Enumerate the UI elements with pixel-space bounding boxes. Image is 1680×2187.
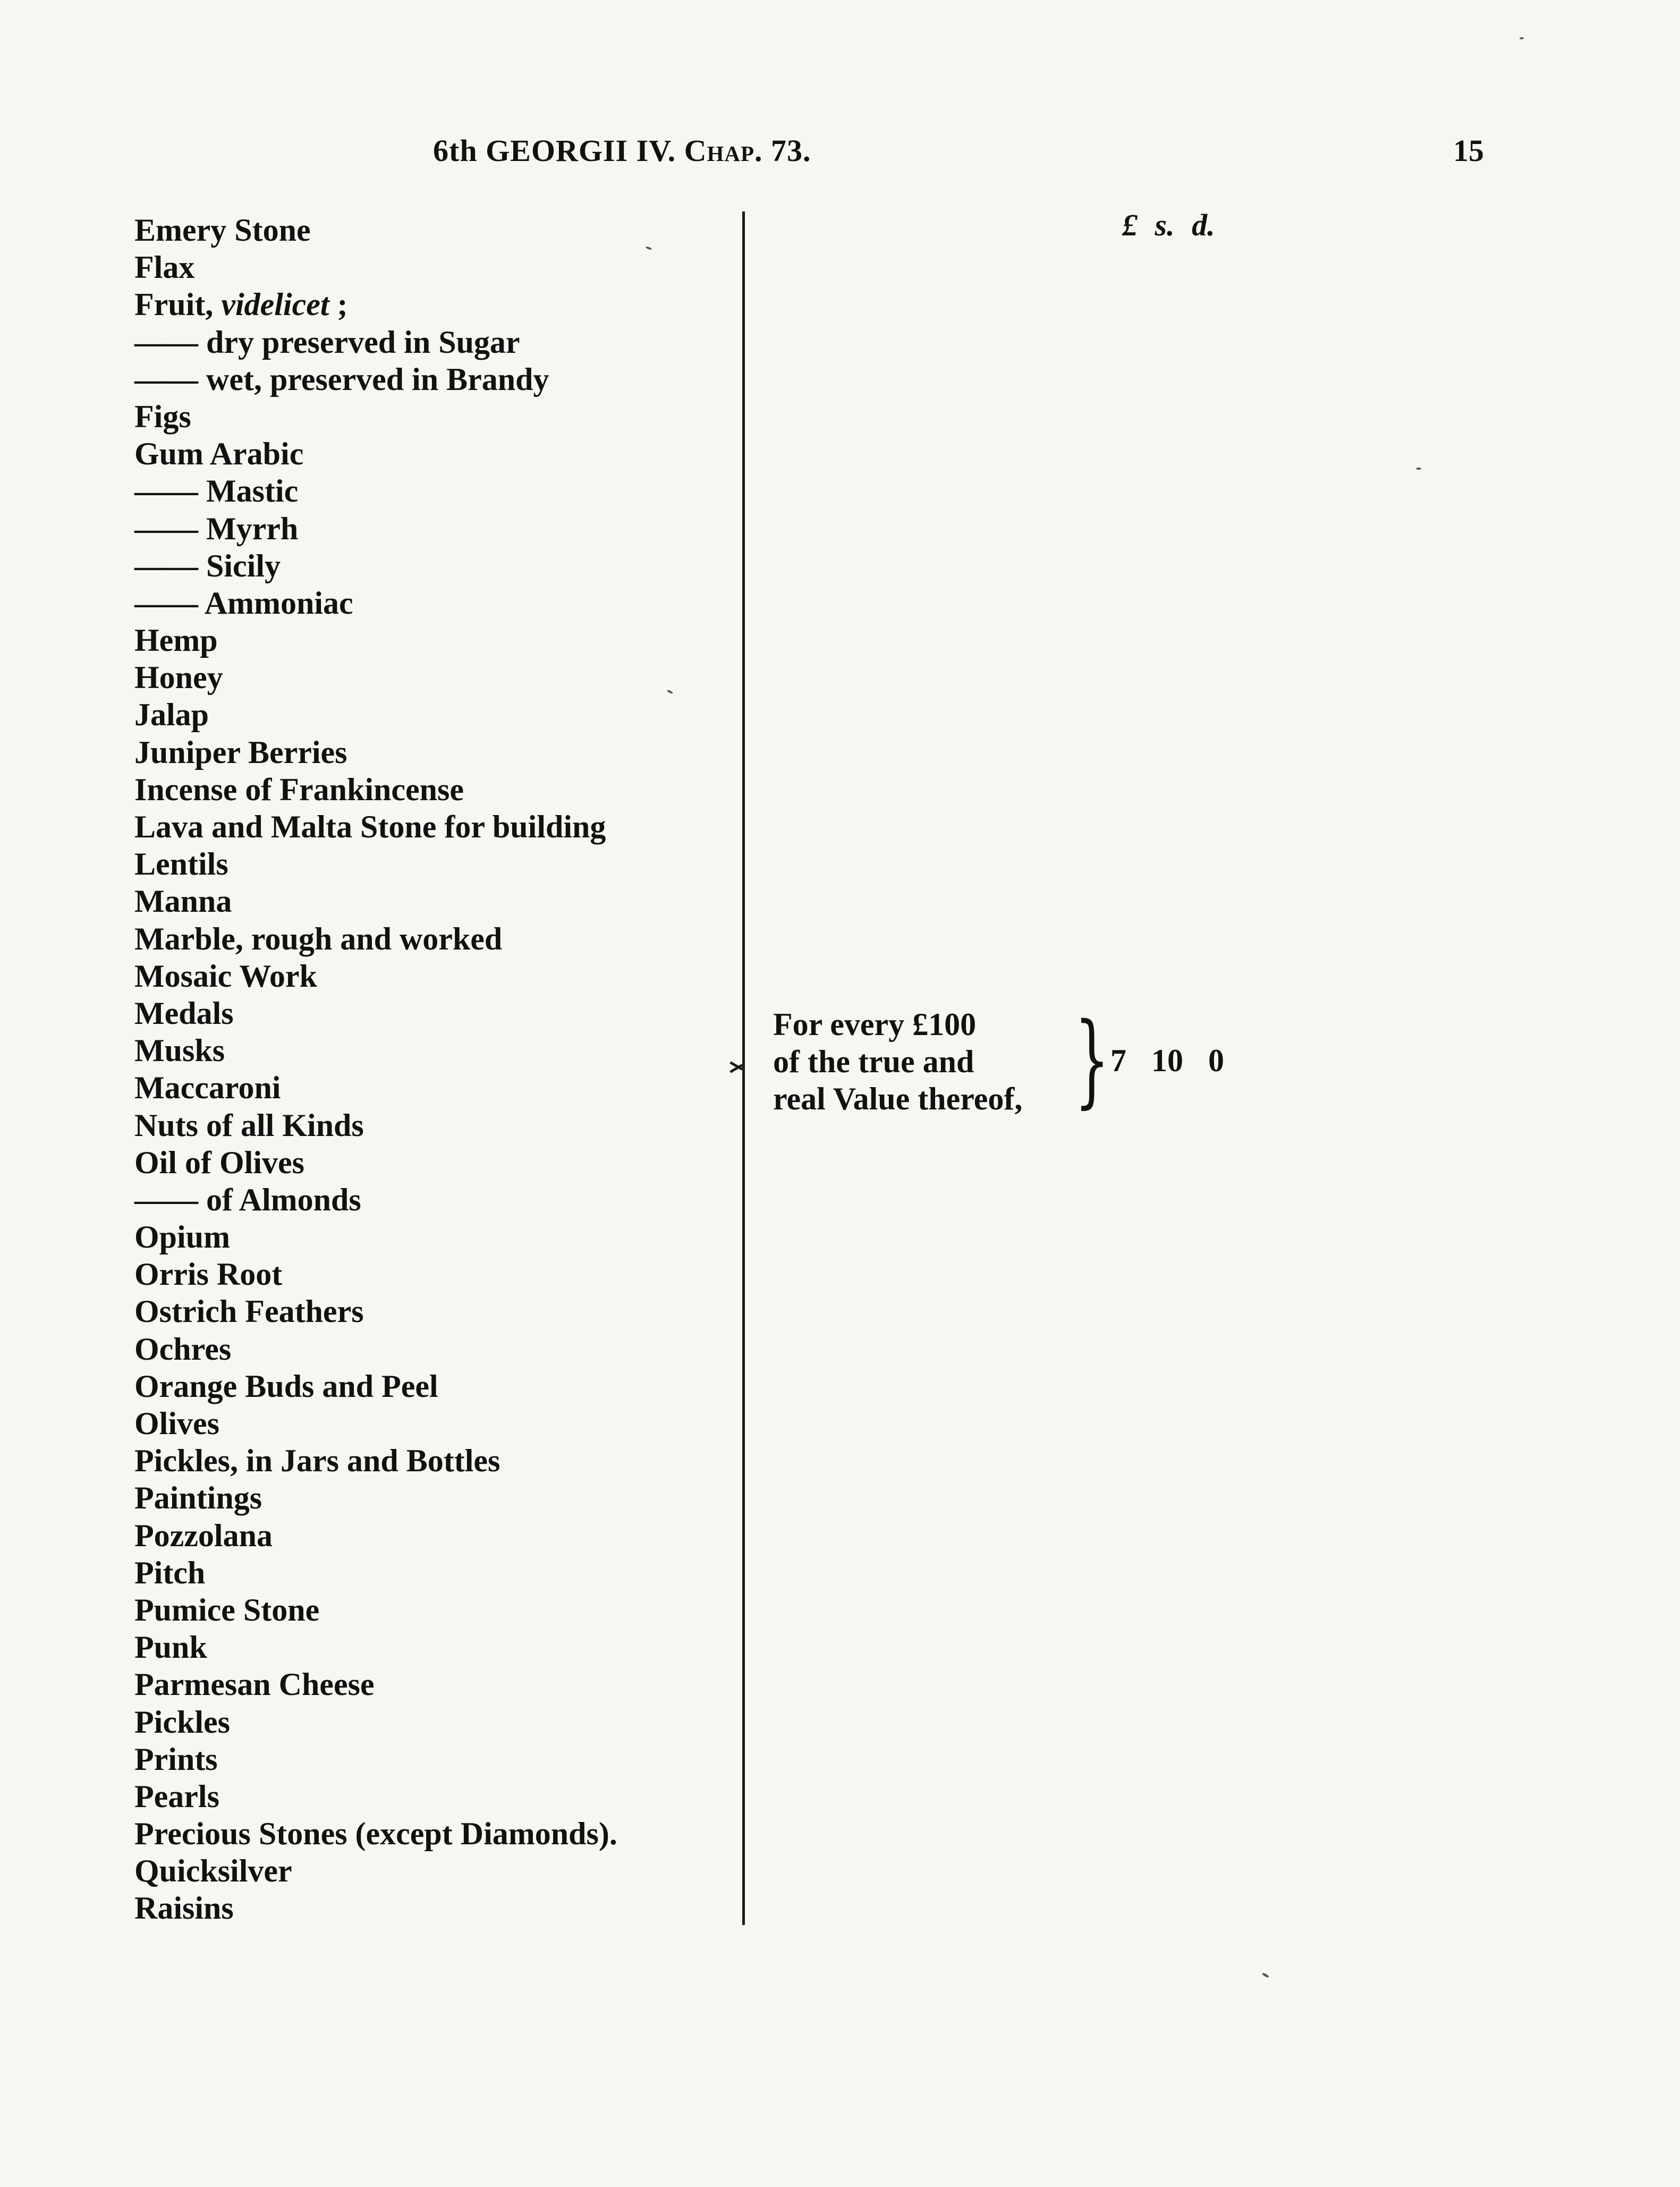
- currency-column-header: £ s. d.: [1122, 208, 1215, 242]
- print-speck: [1416, 468, 1421, 470]
- duty-brace: }: [1074, 1001, 1110, 1118]
- tariff-item: Pitch: [134, 1555, 206, 1590]
- tariff-item: Quicksilver: [134, 1853, 292, 1889]
- running-title-prefix: 6th GEORGII IV.: [433, 133, 676, 168]
- print-speck: [1520, 37, 1524, 39]
- tariff-item: Incense of Frankincense: [134, 772, 464, 807]
- tariff-item: Pumice Stone: [134, 1592, 320, 1627]
- tariff-item: Honey: [134, 660, 223, 696]
- duty-amount: 7 10 0: [1110, 1043, 1224, 1078]
- print-speck: [1262, 1972, 1270, 1978]
- tariff-items-list: [134, 211, 719, 1927]
- tariff-item: Medals: [134, 995, 234, 1031]
- tariff-item: —— Mastic: [134, 473, 299, 509]
- tariff-item: Ochres: [134, 1331, 232, 1367]
- tariff-item: Pearls: [134, 1778, 219, 1814]
- page-header: [0, 133, 1680, 181]
- tariff-item: Prints: [134, 1741, 218, 1777]
- tariff-item: Manna: [134, 884, 232, 919]
- tariff-item: Opium: [134, 1219, 231, 1255]
- tariff-item: Olives: [134, 1406, 219, 1441]
- tariff-item: Emery Stone: [134, 213, 311, 248]
- tariff-item: Nuts of all Kinds: [134, 1107, 364, 1143]
- tariff-item: Pickles, in Jars and Bottles: [134, 1443, 500, 1479]
- italic-word: videlicet: [221, 287, 329, 323]
- tariff-item: Raisins: [134, 1891, 234, 1926]
- tariff-item: Pozzolana: [134, 1518, 273, 1553]
- tariff-item: Lentils: [134, 846, 228, 882]
- tariff-item: —— of Almonds: [134, 1182, 361, 1217]
- tariff-item: —— Myrrh: [134, 511, 299, 546]
- tariff-item: Flax: [134, 250, 195, 285]
- tariff-item: Precious Stones (except Diamonds).: [134, 1816, 617, 1852]
- duty-line-2: of the true and: [773, 1044, 974, 1079]
- tariff-item: —— dry preserved in Sugar: [134, 324, 520, 360]
- tariff-item: Musks: [134, 1033, 225, 1069]
- tariff-item: Oil of Olives: [134, 1145, 304, 1180]
- tariff-item: Jalap: [134, 697, 209, 733]
- duty-line-1: For every £100: [773, 1007, 977, 1042]
- duty-description: [773, 1006, 1081, 1117]
- tariff-item: —— Ammoniac: [134, 585, 353, 621]
- running-title-chapter: Chap. 73.: [684, 133, 811, 168]
- tariff-item: Paintings: [134, 1480, 262, 1516]
- tariff-item: Mosaic Work: [134, 958, 317, 994]
- tariff-item: Juniper Berries: [134, 734, 347, 770]
- tariff-item: Lava and Malta Stone for building: [134, 809, 606, 844]
- tariff-item: Fruit, videlicet ;: [134, 287, 348, 323]
- tariff-item: Maccaroni: [134, 1070, 281, 1106]
- tariff-item: —— wet, preserved in Brandy: [134, 361, 549, 397]
- tariff-item: Orris Root: [134, 1257, 283, 1292]
- page-number: 15: [1453, 133, 1484, 168]
- tariff-item: Parmesan Cheese: [134, 1667, 375, 1702]
- tariff-item: Punk: [134, 1630, 207, 1665]
- tariff-item: Marble, rough and worked: [134, 921, 503, 956]
- tariff-item: Gum Arabic: [134, 436, 304, 472]
- running-title: [433, 133, 811, 168]
- tariff-item: Ostrich Feathers: [134, 1294, 364, 1329]
- duty-line-3: real Value thereof,: [773, 1081, 1023, 1116]
- tariff-item: Hemp: [134, 623, 218, 658]
- tariff-item: Orange Buds and Peel: [134, 1368, 438, 1404]
- tariff-item: Pickles: [134, 1704, 230, 1740]
- tariff-item: Figs: [134, 399, 191, 434]
- tariff-item: —— Sicily: [134, 548, 281, 583]
